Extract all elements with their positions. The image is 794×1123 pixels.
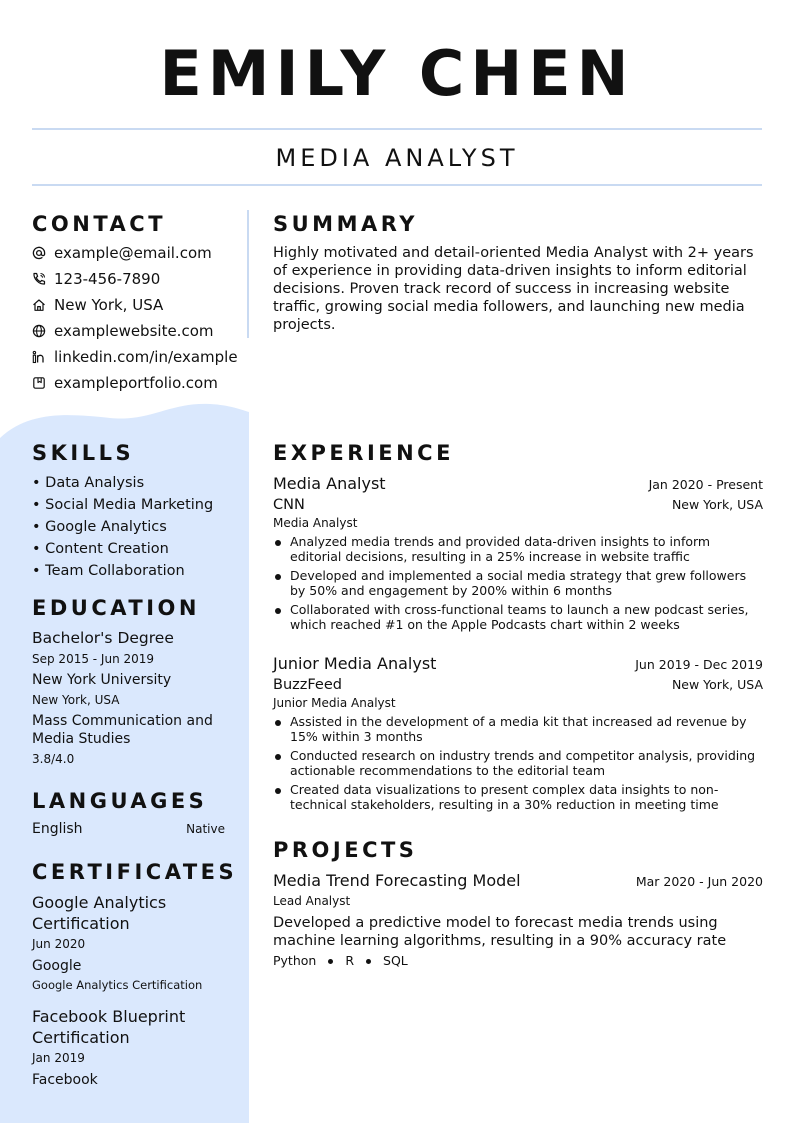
job-location: New York, USA: [671, 677, 763, 692]
header-top-rule: [32, 128, 762, 130]
project-tag: Python: [273, 953, 317, 968]
at-icon: [32, 246, 46, 260]
job-bullet: Collaborated with cross-functional teams to launch a new podcast series, which reached #1 on the Apple Podcasts chart within 2 weeks: [273, 602, 763, 632]
summary-text: Highly motivated and detail-oriented Media Analyst with 2+ years of experience in providing data-driven insights to inform editorial decisions. Proven track record of success in increasing website traffic, growing social media followers, and launching new media projects.: [273, 245, 754, 333]
education-field: Mass Communication and Media Studies: [32, 713, 213, 747]
skill-item: • Content Creation: [32, 541, 169, 557]
certificate-date: Jun 2020: [32, 937, 86, 951]
education-dates: Sep 2015 - Jun 2019: [32, 652, 155, 666]
job-subrole: Media Analyst: [273, 516, 358, 530]
job-bullets: [273, 534, 763, 632]
contact-linkedin-text: linkedin.com/in/example: [54, 348, 238, 366]
column-divider: [247, 210, 249, 338]
job-bullet: Developed and implemented a social media strategy that grew followers by 50% and engagement by 200% within 6 months: [273, 568, 763, 598]
certificate-detail: Google Analytics Certification: [32, 978, 203, 992]
job-location: New York, USA: [671, 497, 763, 512]
contact-portfolio[interactable]: [32, 373, 218, 393]
header-bottom-rule: [32, 184, 762, 186]
linkedin-icon: [32, 350, 46, 364]
phone-icon: [32, 272, 46, 286]
language-name: English: [32, 821, 83, 837]
contact-portfolio-text: exampleportfolio.com: [54, 374, 218, 392]
project-dates: Mar 2020 - Jun 2020: [635, 874, 763, 889]
education-location: New York, USA: [32, 693, 120, 707]
job-dates: Jun 2019 - Dec 2019: [635, 657, 763, 672]
experience-item: [273, 473, 763, 636]
portfolio-icon: [32, 376, 46, 390]
job-title: MEDIA ANALYST: [275, 144, 519, 172]
certificate-issuer: Facebook: [32, 1072, 98, 1088]
project-tags: [273, 952, 763, 970]
project-description: Developed a predictive model to forecast media trends using machine learning algorithms, resulting in a 90% accuracy rate: [273, 915, 727, 949]
skill-item: • Social Media Marketing: [32, 497, 214, 513]
candidate-name: EMILY CHEN: [159, 37, 635, 110]
contact-email[interactable]: [32, 243, 212, 263]
experience-item: [273, 653, 763, 816]
contact-linkedin[interactable]: [32, 347, 238, 367]
skills-heading: SKILLS: [32, 441, 135, 465]
tag-separator: [366, 959, 371, 964]
job-bullet: Assisted in the development of a media kit that increased ad revenue by 15% within 3 months: [273, 714, 763, 744]
certificate-date: Jan 2019: [32, 1051, 85, 1065]
project-role: Lead Analyst: [273, 894, 351, 908]
job-bullet: Analyzed media trends and provided data-driven insights to inform editorial decisions, resulting in a 25% increase in website traffic: [273, 534, 763, 564]
job-bullets: [273, 714, 763, 812]
job-bullet: Created data visualizations to present complex data insights to non-technical stakeholders, resulting in a 30% reduction in meeting time: [273, 782, 763, 812]
contact-phone[interactable]: [32, 269, 160, 289]
job-dates: Jan 2020 - Present: [648, 477, 763, 492]
education-gpa: 3.8/4.0: [32, 752, 75, 766]
job-role: Junior Media Analyst: [273, 654, 437, 673]
projects-heading: PROJECTS: [273, 838, 418, 862]
tag-separator: [328, 959, 333, 964]
project-item: [273, 870, 763, 970]
project-tag: SQL: [383, 953, 408, 968]
experience-heading: EXPERIENCE: [273, 441, 454, 465]
contact-phone-text: 123-456-7890: [54, 270, 161, 288]
certificate-title: Facebook Blueprint Certification: [32, 1007, 186, 1047]
skill-item: • Data Analysis: [32, 475, 145, 491]
certificate-title: Google Analytics Certification: [32, 893, 167, 933]
contact-location: [32, 295, 163, 315]
language-row: [32, 820, 225, 839]
skill-item: • Google Analytics: [32, 519, 167, 535]
education-degree: Bachelor's Degree: [32, 629, 174, 647]
home-icon: [32, 298, 46, 312]
job-company: BuzzFeed: [273, 677, 342, 693]
language-level: Native: [186, 822, 225, 836]
contact-website[interactable]: [32, 321, 213, 341]
contact-heading: CONTACT: [32, 212, 167, 236]
skills-list: [32, 472, 213, 582]
education-heading: EDUCATION: [32, 596, 200, 620]
globe-icon: [32, 324, 46, 338]
education-school: New York University: [32, 672, 172, 688]
contact-email-text: example@email.com: [54, 244, 212, 262]
certificate-issuer: Google: [32, 958, 82, 974]
project-tag: R: [345, 953, 355, 968]
certificates-heading: CERTIFICATES: [32, 860, 238, 884]
job-role: Media Analyst: [273, 474, 386, 493]
skill-item: • Team Collaboration: [32, 563, 185, 579]
job-subrole: Junior Media Analyst: [273, 696, 396, 710]
languages-heading: LANGUAGES: [32, 789, 208, 813]
project-title: Media Trend Forecasting Model: [273, 871, 521, 890]
job-company: CNN: [273, 497, 305, 513]
contact-location-text: New York, USA: [54, 296, 164, 314]
job-bullet: Conducted research on industry trends and competitor analysis, providing actionable recommendations to the editorial team: [273, 748, 763, 778]
contact-website-text: examplewebsite.com: [54, 322, 214, 340]
summary-heading: SUMMARY: [273, 212, 418, 236]
